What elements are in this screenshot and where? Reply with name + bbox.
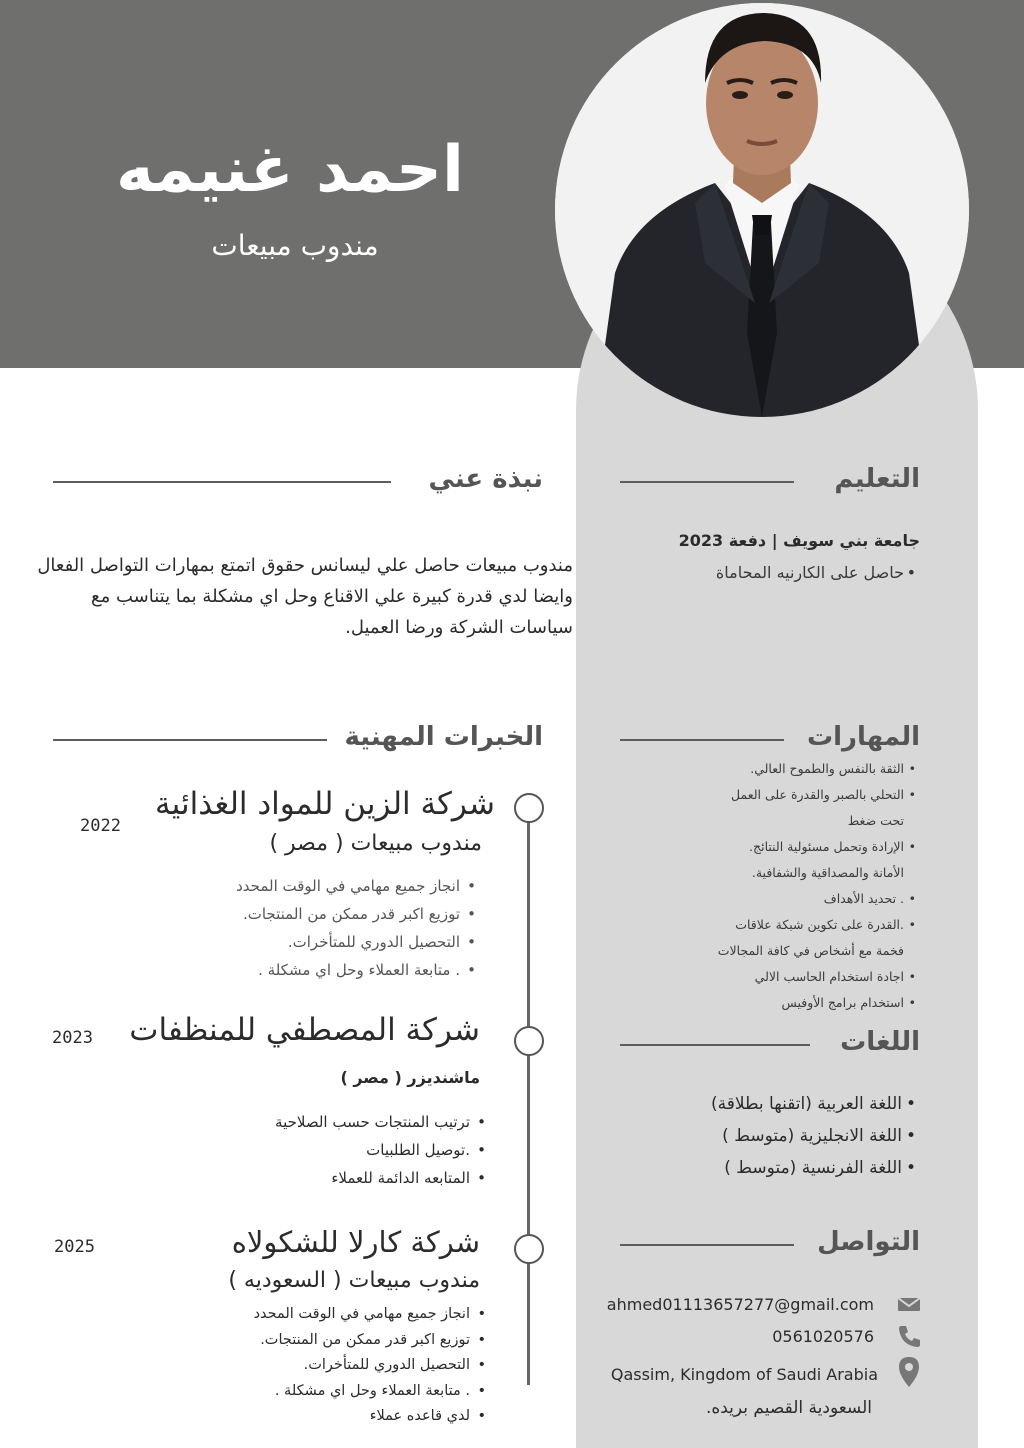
education-list [600,560,920,586]
contact-address-en: Qassim, Kingdom of Saudi Arabia [610,1364,878,1384]
bullet-icon: • [467,877,476,895]
job-duties [150,872,480,984]
skill-item: • اجادة استخدام الحاسب الالي [640,964,920,990]
contact-address-ar: السعودية القصيم بريده. [705,1398,872,1418]
bullet-icon: • [908,891,916,906]
contact-address-row [610,1358,930,1390]
contact-phone[interactable]: 0561020576 [772,1326,874,1346]
portrait-illustration [555,3,969,417]
bullet-icon: • [477,1357,486,1373]
job-role: مندوب مبيعات ( السعوديه ) [228,1268,480,1293]
experience-timeline [527,820,530,1385]
bullet-icon: • [477,1382,486,1399]
skill-item: تحت ضغط [847,813,904,828]
bullet-icon: • [477,1306,486,1322]
bullet-icon: • [477,1113,486,1131]
candidate-job-title: مندوب مبيعات [211,229,379,262]
timeline-dot [514,793,544,823]
job-company: شركة كارلا للشكولاه [231,1225,480,1259]
job-year: 2023 [52,1028,93,1048]
bullet-icon: • [908,969,916,984]
location-pin-icon [896,1356,922,1388]
experience-rule [53,739,327,741]
skill-item: • استخدام برامج الأوفيس [640,990,920,1016]
skill-item: • .القدرة على تكوين شبكة علاقات [640,912,920,938]
bullet-icon: • [477,1408,486,1424]
duty-item: • ترتيب المنتجات حسب الصلاحية [200,1108,490,1136]
skills-list [640,756,920,1016]
bullet-icon: • [905,1126,916,1146]
contact-phone-row [620,1320,930,1352]
skills-rule [620,739,784,741]
bullet-icon: • [467,933,476,951]
duty-item: • التحصيل الدوري للمتأخرات. [150,928,480,956]
duty-item: • .توصيل الطلبيات [200,1136,490,1164]
job-role: مندوب مبيعات ( مصر ) [269,831,482,856]
bullet-icon: • [908,839,916,854]
bullet-icon: • [908,917,916,932]
skill-item: الأمانة والمصداقية والشفافية. [751,865,904,880]
language-item: • اللغة الفرنسية (متوسط ) [620,1152,920,1184]
envelope-icon [896,1291,922,1317]
job-duties [200,1108,490,1192]
phone-icon [896,1323,922,1349]
job-company: شركة الزين للمواد الغذائية [155,786,495,822]
bullet-icon: • [477,1141,486,1159]
skill-item: • . تحديد الأهداف [640,886,920,912]
skill-item: • الإرادة وتحمل مسئولية النتائج. [640,834,920,860]
language-item: • اللغة العربية (اتقنها بطلاقة) [620,1088,920,1120]
duty-item: • لدي قاعده عملاء [180,1404,490,1430]
bullet-icon: • [908,995,916,1010]
duty-item: • التحصيل الدوري للمتأخرات. [180,1353,490,1379]
skills-title: المهارات [806,722,920,752]
duty-item: • انجاز جميع مهامي في الوقت المحدد [180,1302,490,1328]
candidate-name: احمد غنيمه [116,133,464,207]
about-rule [53,481,391,483]
timeline-dot [514,1026,544,1056]
languages-list [620,1088,920,1184]
bullet-icon: • [908,761,916,776]
language-item: • اللغة الانجليزية (متوسط ) [620,1120,920,1152]
skill-item: • التحلي بالصبر والقدرة على العمل [640,782,920,808]
job-duties [180,1302,490,1430]
duty-item: • توزيع اكبر قدر ممكن من المنتجات. [180,1328,490,1354]
skill-item: • الثقة بالنفس والطموح العالي. [640,756,920,782]
bullet-icon: • [905,1158,916,1178]
timeline-dot [514,1234,544,1264]
bullet-icon: • [908,787,916,802]
about-text: مندوب مبيعات حاصل علي ليسانس حقوق اتمتع بمهارات التواصل الفعال وايضا لدي قدرة كبيرة علي الاقناع وحل اي مشكلة بما يتناسب مع سياسات الشركة ورضا العميل. [37,555,573,638]
profile-photo [555,3,969,417]
languages-rule [620,1044,810,1046]
list-item: • حاصل على الكارنيه المحاماة [600,560,920,586]
duty-item: • المتابعه الدائمة للعملاء [200,1164,490,1192]
about-title: نبذة عني [428,464,543,494]
contact-title: التواصل [817,1227,920,1257]
contact-rule [620,1244,794,1246]
duty-item: • . متابعة العملاء وحل اي مشكلة . [150,956,480,984]
bullet-icon: • [477,1331,486,1348]
job-year: 2025 [54,1237,95,1257]
bullet-icon: • [467,961,476,979]
job-role: ماشنديزر ( مصر ) [340,1068,480,1087]
duty-item: • توزيع اكبر قدر ممكن من المنتجات. [150,900,480,928]
bullet-icon: • [905,1094,916,1114]
job-company: شركة المصطفي للمنظفات [129,1012,480,1048]
skill-item: فخمة مع أشخاص في كافة المجالات [717,943,904,958]
bullet-icon: • [467,905,476,923]
contact-email[interactable]: ahmed01113657277@gmail.com [606,1294,874,1314]
contact-email-row [606,1288,930,1320]
education-title: التعليم [834,464,920,494]
education-rule [620,481,794,483]
duty-item: • . متابعة العملاء وحل اي مشكلة . [180,1379,490,1405]
education-university: جامعة بني سويف | دفعة 2023 [678,531,920,550]
languages-title: اللغات [840,1027,920,1057]
experience-title: الخبرات المهنية [344,722,543,752]
duty-item: • انجاز جميع مهامي في الوقت المحدد [150,872,480,900]
bullet-icon: • [906,563,916,582]
job-year: 2022 [80,816,121,836]
bullet-icon: • [477,1169,486,1187]
